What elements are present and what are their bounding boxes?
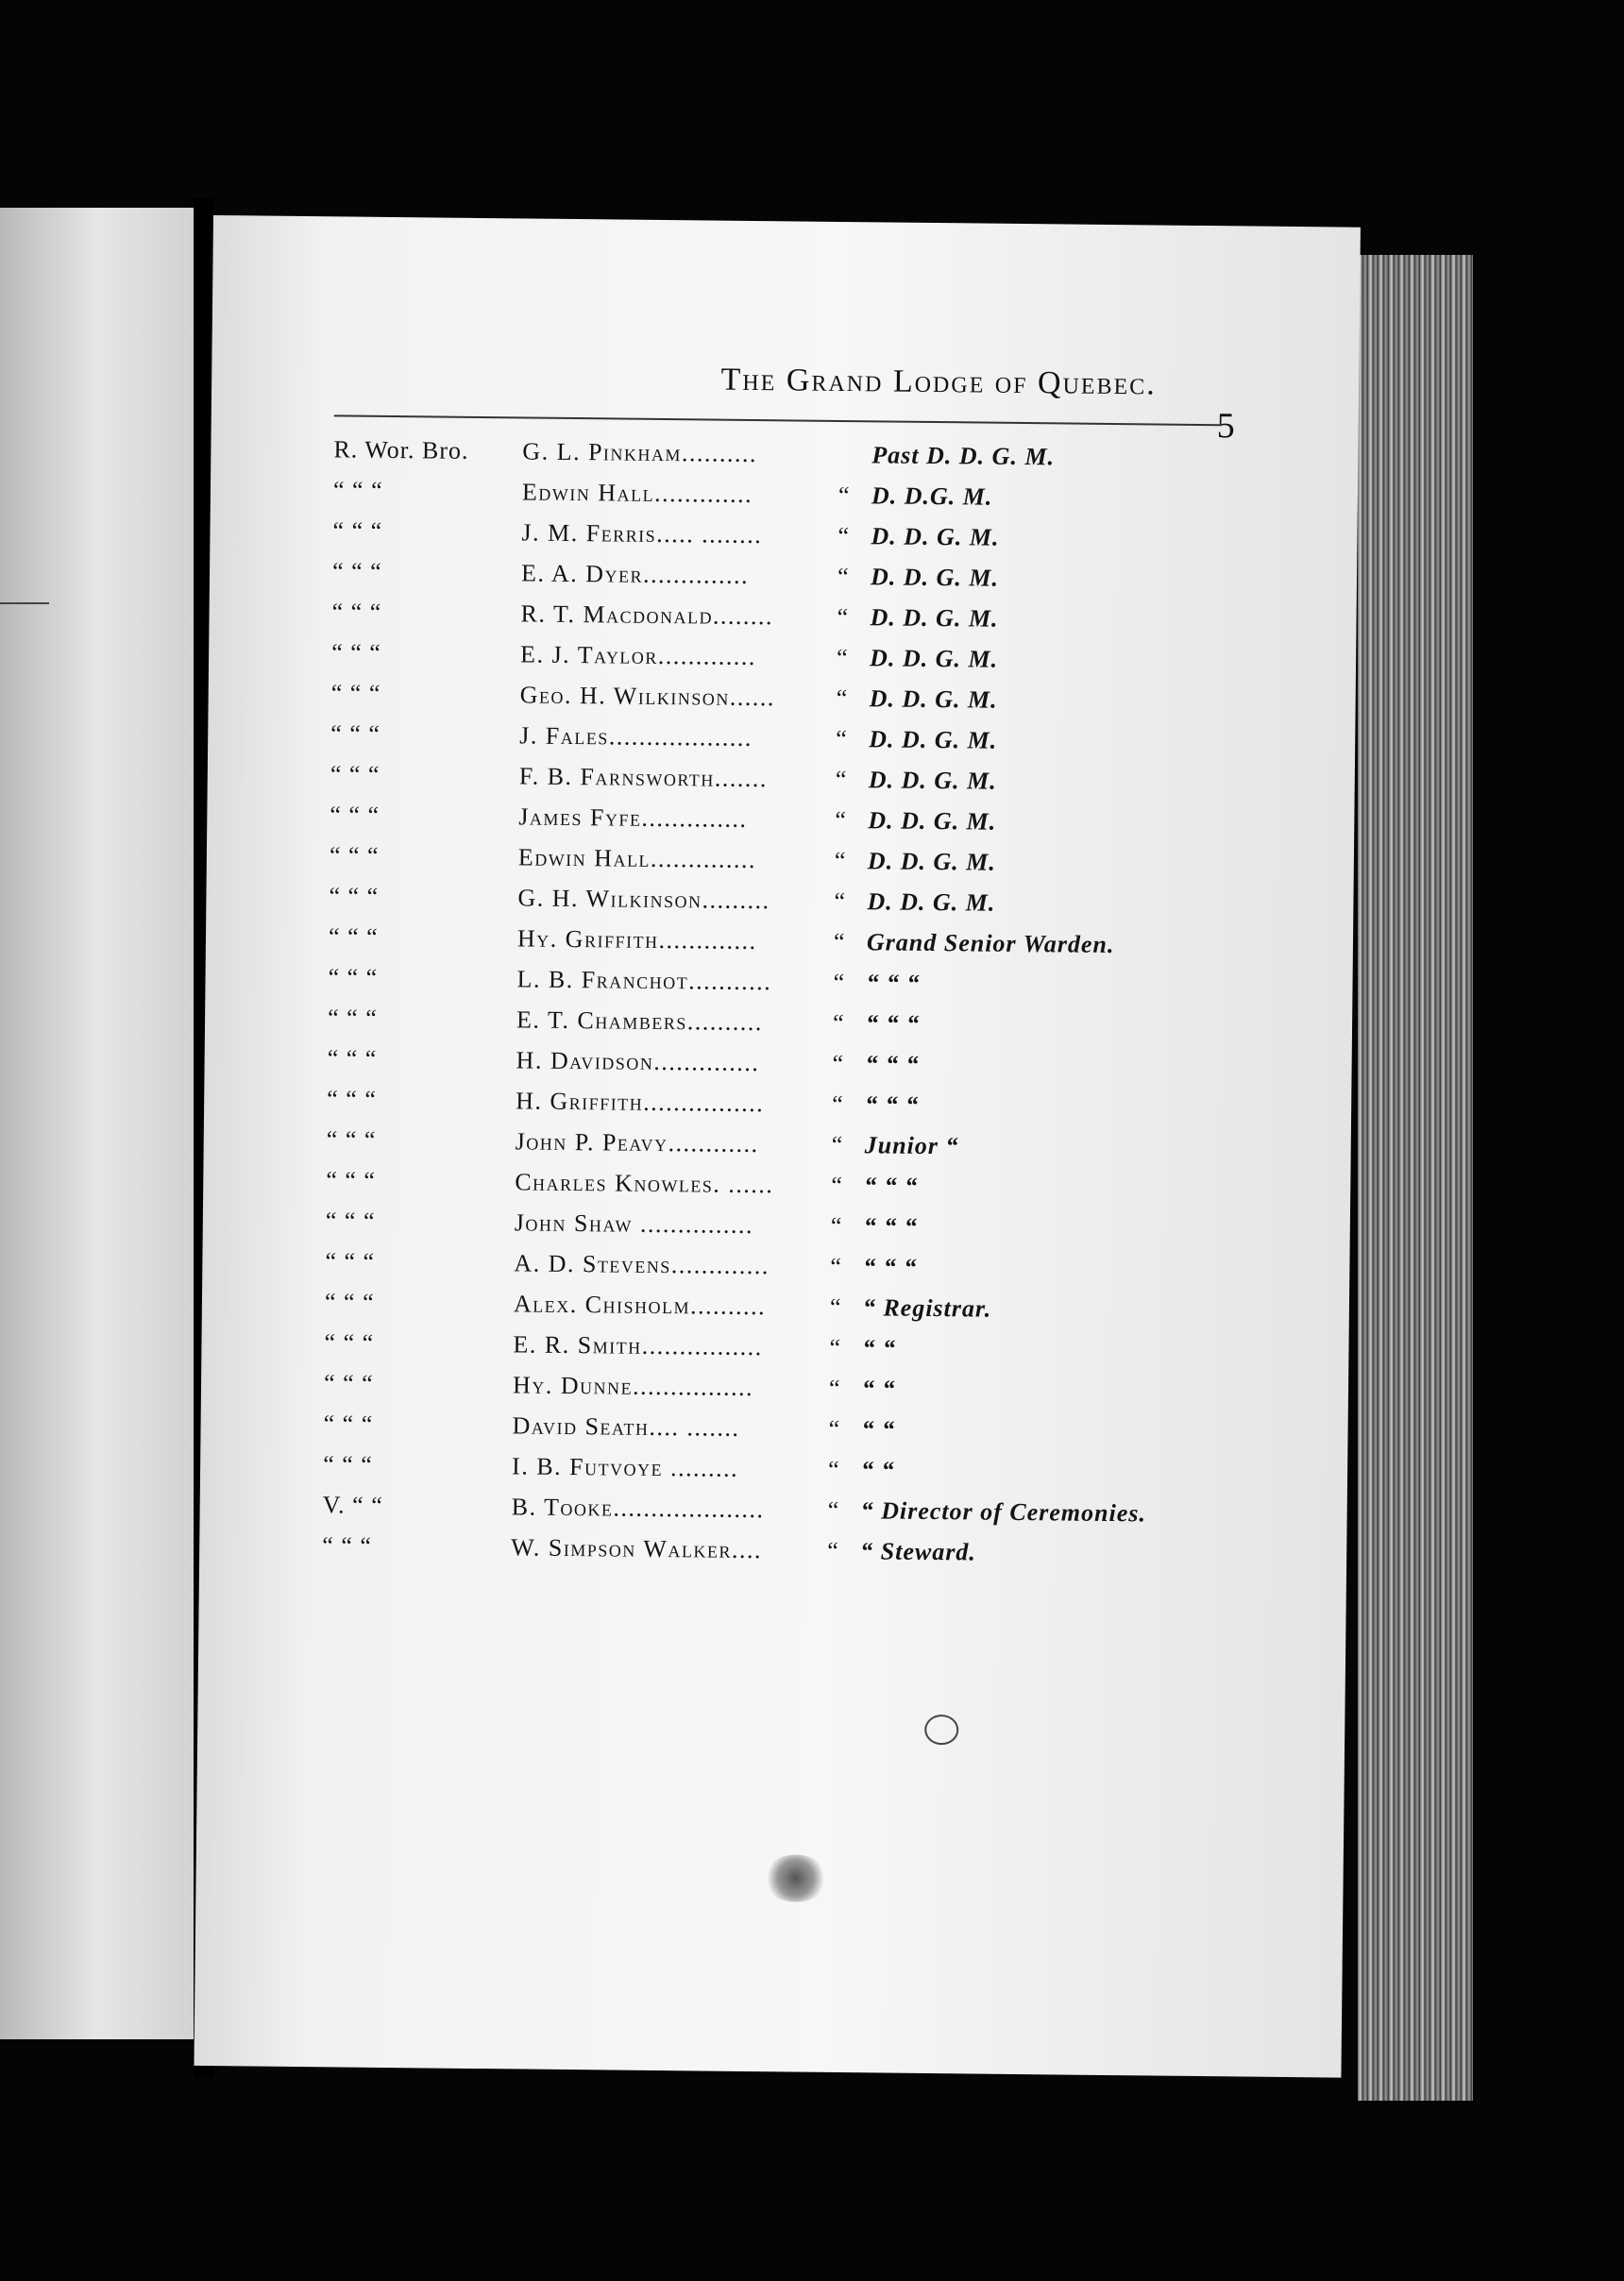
title-prefix: “ “ “ [331,638,381,667]
ditto-mark: “ [837,481,850,510]
office-held: “ Director of Ceremonies. [860,1496,1147,1528]
title-prefix: “ “ “ [323,1450,373,1478]
ditto-mark: “ [836,643,848,672]
office-held: Grand Senior Warden. [866,928,1115,959]
title-prefix: “ “ “ [330,760,381,788]
office-held: D. D. G. M. [869,684,998,714]
title-prefix: “ “ “ [325,1207,376,1235]
facing-page-rule [0,602,49,604]
officer-list [199,434,1359,1583]
ditto-mark: “ [836,684,848,713]
member-name: H. Griffith................ [516,1087,765,1118]
member-name: E. J. Taylor............. [519,640,757,671]
ditto-mark: “ [827,1495,839,1525]
ditto-mark: “ [828,1414,840,1444]
title-prefix: “ “ “ [329,841,380,870]
office-held: “ “ “ [866,969,921,997]
ditto-mark: “ [830,1252,842,1281]
member-name: W. Simpson Walker.... [511,1533,763,1564]
title-prefix: “ “ “ [324,1328,375,1357]
office-held: “ Registrar. [862,1293,992,1323]
ditto-mark: “ [829,1333,841,1362]
member-name: David Seath.... ....... [512,1411,740,1442]
title-prefix: “ “ “ [327,1085,377,1113]
ditto-mark: “ [831,1130,843,1159]
facing-page-left [0,208,194,2039]
title-prefix: “ “ “ [332,516,383,545]
office-held: D. D. G. M. [869,644,999,673]
office-held: Junior “ [864,1131,959,1160]
ditto-mark: “ [837,602,849,632]
ditto-mark: “ [827,1455,839,1484]
ditto-mark: “ [834,846,846,875]
office-held: D. D. G. M. [870,563,1000,592]
header-rule [334,414,1222,426]
title-prefix: “ “ “ [328,922,379,951]
member-name: B. Tooke.................... [511,1493,765,1524]
title-prefix: “ “ “ [327,1044,378,1073]
ditto-mark: “ [833,968,845,997]
ditto-mark: “ [830,1211,842,1241]
title-prefix: “ “ “ [327,1004,378,1032]
member-name: Alex. Chisholm.......... [513,1290,767,1321]
title-prefix: “ “ “ [331,598,382,626]
member-name: I. B. Futvoye ......... [511,1452,739,1482]
office-held: D. D. G. M. [870,603,999,633]
title-prefix: “ “ “ [326,1166,377,1194]
office-held: D. D. G. M. [871,522,1000,551]
office-held: “ “ “ [865,1090,920,1119]
office-held: “ “ “ [863,1253,918,1281]
title-prefix: “ “ “ [330,801,381,829]
office-held: “ “ “ [864,1172,919,1200]
ditto-mark: “ [837,562,849,591]
ditto-mark: “ [832,1090,843,1119]
office-held: Past D. D. G. M. [871,441,1056,471]
title-prefix: R. Wor. Bro. [333,435,469,465]
page-number: 5 [1216,406,1235,447]
member-name: Hy. Dunne................ [512,1371,754,1402]
office-held: D. D. G. M. [868,806,997,836]
member-name: G. L. Pinkham.......... [522,437,758,468]
member-name: G. H. Wilkinson......... [517,884,770,915]
ditto-mark: “ [833,927,845,956]
office-held: D. D. G. M. [868,766,997,795]
title-prefix: “ “ “ [328,963,379,991]
office-held: “ “ “ [863,1212,918,1241]
office-held: “ “ [861,1375,896,1403]
member-name: H. Davidson.............. [516,1046,760,1077]
ditto-mark: “ [836,724,847,753]
ditto-mark: “ [828,1374,840,1403]
office-held: “ “ “ [865,1009,921,1038]
ditto-mark: “ [834,887,846,916]
ditto-mark: “ [829,1293,841,1322]
title-prefix: “ “ “ [324,1288,375,1316]
title-prefix: “ “ “ [331,557,382,585]
member-name: E. T. Chambers.......... [516,1005,763,1037]
page-edges [1358,255,1473,2101]
member-name: Hy. Griffith............. [516,924,757,955]
office-held: D. D. G. M. [867,887,996,917]
office-held: “ “ [860,1456,895,1484]
document-page [194,215,1360,2078]
member-name: John Shaw ............... [514,1208,754,1240]
ink-smudge [762,1854,829,1902]
title-prefix: “ “ “ [325,1247,376,1276]
member-name: A. D. Stevens............. [514,1249,770,1280]
ditto-mark: “ [827,1536,838,1565]
title-prefix: “ “ “ [323,1410,374,1438]
office-held: “ “ [862,1334,897,1362]
ink-circle-mark [924,1715,958,1745]
member-name: Charles Knowles. ...... [515,1168,774,1199]
member-name: E. R. Smith................ [513,1330,763,1361]
office-held: D. D. G. M. [867,847,996,876]
ditto-mark: “ [835,805,847,835]
ditto-mark: “ [831,1171,842,1200]
member-name: R. T. Macdonald........ [520,600,774,631]
running-title: The Grand Lodge of Quebec. [720,362,1157,402]
member-name: Geo. H. Wilkinson...... [519,681,775,712]
member-name: J. M. Ferris..... ........ [521,518,763,549]
title-prefix: “ “ “ [326,1125,377,1154]
title-prefix: “ “ “ [322,1531,373,1560]
office-held: “ “ “ [865,1050,920,1078]
office-held: D. D. G. M. [869,725,998,754]
ditto-mark: “ [832,1049,844,1078]
member-name: John P. Peavy............ [515,1127,759,1158]
title-prefix: “ “ “ [330,679,381,707]
ditto-mark: “ [835,765,847,794]
title-prefix: “ “ “ [330,719,381,748]
office-held: D. D.G. M. [871,482,993,511]
office-held: “ “ [861,1415,896,1444]
member-name: James Fyfe.............. [518,803,748,833]
page-header [533,361,1345,405]
title-prefix: “ “ “ [323,1369,374,1397]
member-name: L. B. Franchot........... [516,965,772,996]
title-prefix: V. “ “ [322,1491,383,1519]
title-prefix: “ “ “ [329,882,380,910]
member-name: E. A. Dyer.............. [520,559,750,589]
office-held: “ Steward. [860,1537,977,1566]
member-name: J. Fales................... [519,721,753,752]
ditto-mark: “ [832,1008,844,1038]
member-name: F. B. Farnsworth....... [518,762,769,793]
member-name: Edwin Hall............. [521,478,753,508]
member-name: Edwin Hall.............. [517,843,757,874]
ditto-mark: “ [837,521,850,550]
title-prefix: “ “ “ [332,476,383,504]
